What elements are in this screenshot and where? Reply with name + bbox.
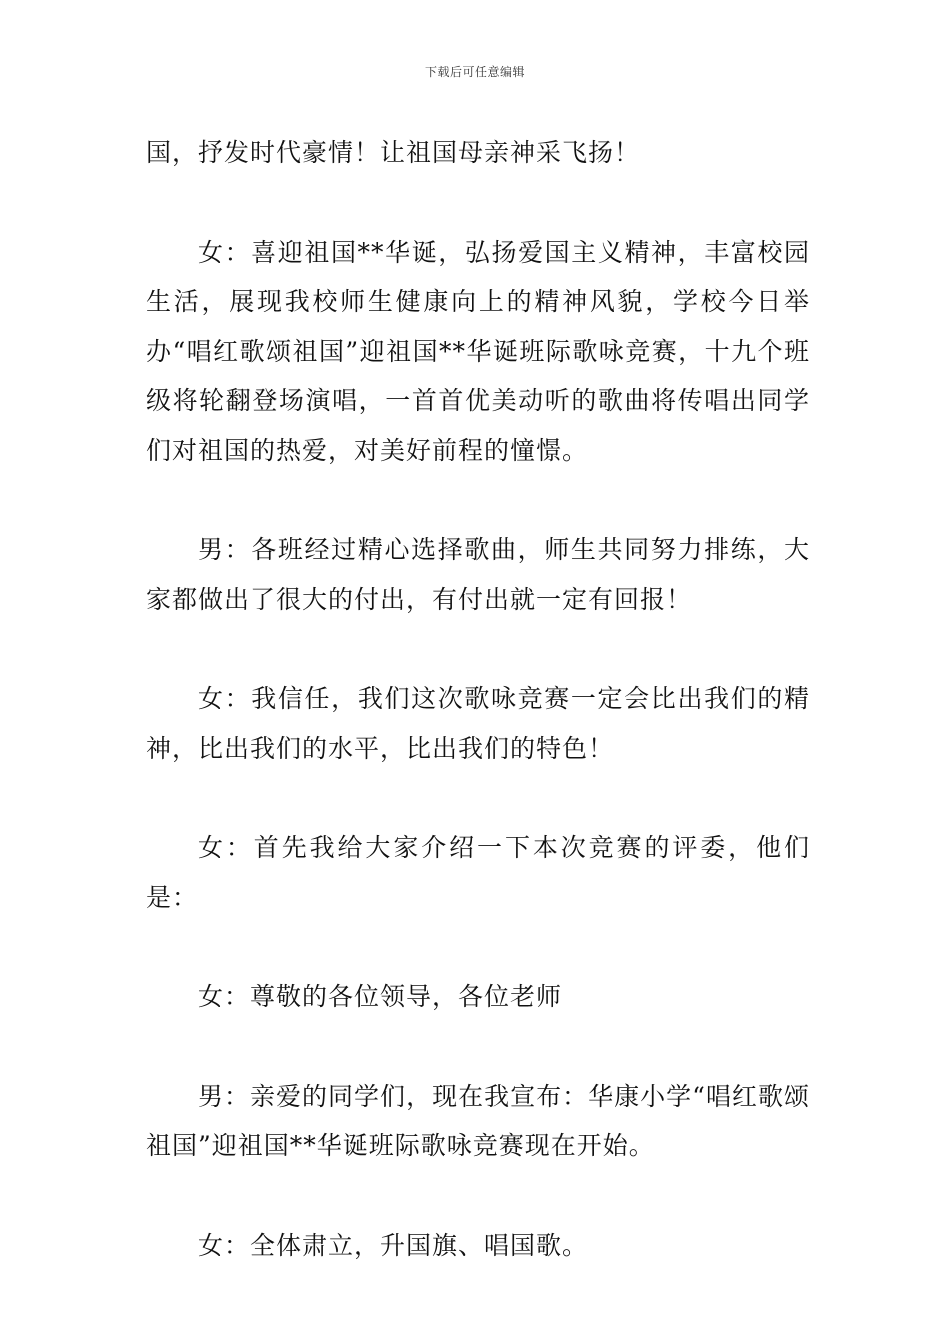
paragraph-gap: [146, 922, 810, 972]
paragraph-male-announce: 男：亲爱的同学们，现在我宣布：华康小学“唱红歌颂祖国”迎祖国**华诞班际歌咏竞赛现在开始。: [146, 1081, 810, 1160]
paragraph-gap: [146, 1171, 810, 1221]
paragraph-female-leaders: 女：尊敬的各位领导，各位老师: [198, 982, 563, 1011]
paragraph-male-effort: 男：各班经过精心选择歌曲，师生共同努力排练，大家都做出了很大的付出，有付出就一定有回报！: [146, 535, 810, 614]
page-header: 下载后可任意编辑: [424, 65, 525, 79]
document-body: [146, 128, 810, 1270]
paragraph-continuation: 国，抒发时代豪情！让祖国母亲神采飞扬！: [146, 138, 641, 167]
paragraph-female-trust: 女：我信任，我们这次歌咏竞赛一定会比出我们的精神，比出我们的水平，比出我们的特色！: [146, 684, 810, 763]
paragraph-gap: [146, 773, 810, 823]
paragraph-gap: [146, 178, 810, 228]
paragraph-female-judges: 女：首先我给大家介绍一下本次竞赛的评委，他们是：: [146, 833, 810, 912]
paragraph-female-intro: 女：喜迎祖国**华诞，弘扬爱国主义精神，丰富校园生活，展现我校师生健康向上的精神风貌，学校今日举办“唱红歌颂祖国”迎祖国**华诞班际歌咏竞赛，十九个班级将轮翻登场演唱，一首首优美动听的歌曲将传唱出同学们对祖国的热爱，对美好前程的憧憬。: [146, 237, 810, 465]
paragraph-gap: [146, 624, 810, 674]
paragraph-gap: [146, 475, 810, 525]
paragraph-female-anthem: 女：全体肃立，升国旗、唱国歌。: [198, 1230, 589, 1260]
paragraph-gap: [146, 1022, 810, 1072]
